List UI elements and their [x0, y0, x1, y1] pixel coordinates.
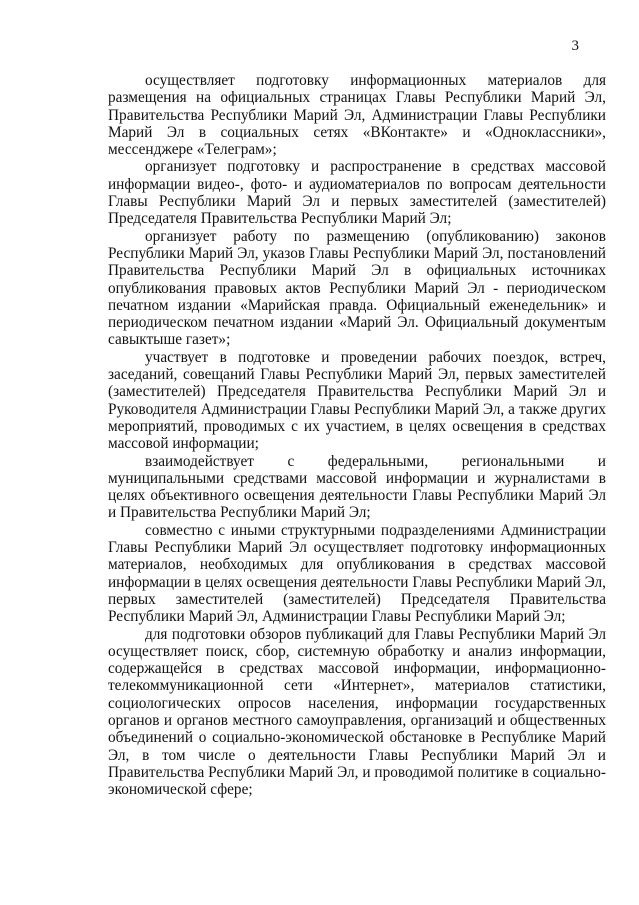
paragraph-publication-reviews: для подготовки обзоров публикаций для Главы Республики Марий Эл осуществляет поиск, сбор, системную обработку и анализ информации, содержащейся в средствах массовой информации, информационно-телекоммуникационной сети «Интернет», материалов статистики, социологических опросов населения, информации государственных органов и органов местного самоуправления, организаций и общественных объединений о социально-экономической обстановке в Республике Марий Эл, в том числе о деятельности Главы Республики Марий Эл и Правительства Республики Марий Эл, и проводимой политике в социально-экономической сфере; — [108, 625, 606, 799]
paragraph-social-media: осуществляет подготовку информационных материалов для размещения на официальных страницах Главы Республики Марий Эл, Правительства Республики Марий Эл, Администрации Главы Республики Марий Эл в социальных сетях «ВКонтакте» и «Одноклассники», мессенджере «Телеграм»; — [108, 72, 606, 159]
page-number: 3 — [571, 38, 579, 54]
paragraph-media-interaction: взаимодействует с федеральными, региональными и муниципальными средствами массовой информации и журналистами в целях объективного освещения деятельности Главы Республики Марий Эл и Правительства Республики Марий Эл; — [108, 452, 606, 522]
document-body — [108, 72, 606, 798]
paragraph-media-materials: организует подготовку и распространение в средствах массовой информации видео-, фото- и аудиоматериалов по вопросам деятельности Главы Республики Марий Эл и первых заместителей (заместителей) Председателя Правительства Республики Марий Эл; — [108, 158, 606, 228]
paragraph-events-coverage: участвует в подготовке и проведении рабочих поездок, встреч, заседаний, совещаний Главы Республики Марий Эл, первых заместителей (заместителей) Председателя Правительства Республики Марий Эл и Руководителя Администрации Главы Республики Марий Эл, а также других мероприятий, проводимых с их участием, в целях освещения в средствах массовой информации; — [108, 348, 606, 453]
paragraph-law-publication: организует работу по размещению (опубликованию) законов Республики Марий Эл, указов Главы Республики Марий Эл, постановлений Правительства Республики Марий Эл в официальных источниках опубликования правовых актов Республики Марий Эл - периодическом печатном издании «Марийская правда. Официальный еженедельник» и периодическом печатном издании «Марий Эл. Официальный документым савыктыше газет»; — [108, 227, 606, 349]
paragraph-joint-preparation: совместно с иными структурными подразделениями Администрации Главы Республики Марий Эл осуществляет подготовку информационных материалов, необходимых для опубликования в средствах массовой информации в целях освещения деятельности Главы Республики Марий Эл, первых заместителей (заместителей) Председателя Правительства Республики Марий Эл, Администрации Главы Республики Марий Эл; — [108, 521, 606, 626]
